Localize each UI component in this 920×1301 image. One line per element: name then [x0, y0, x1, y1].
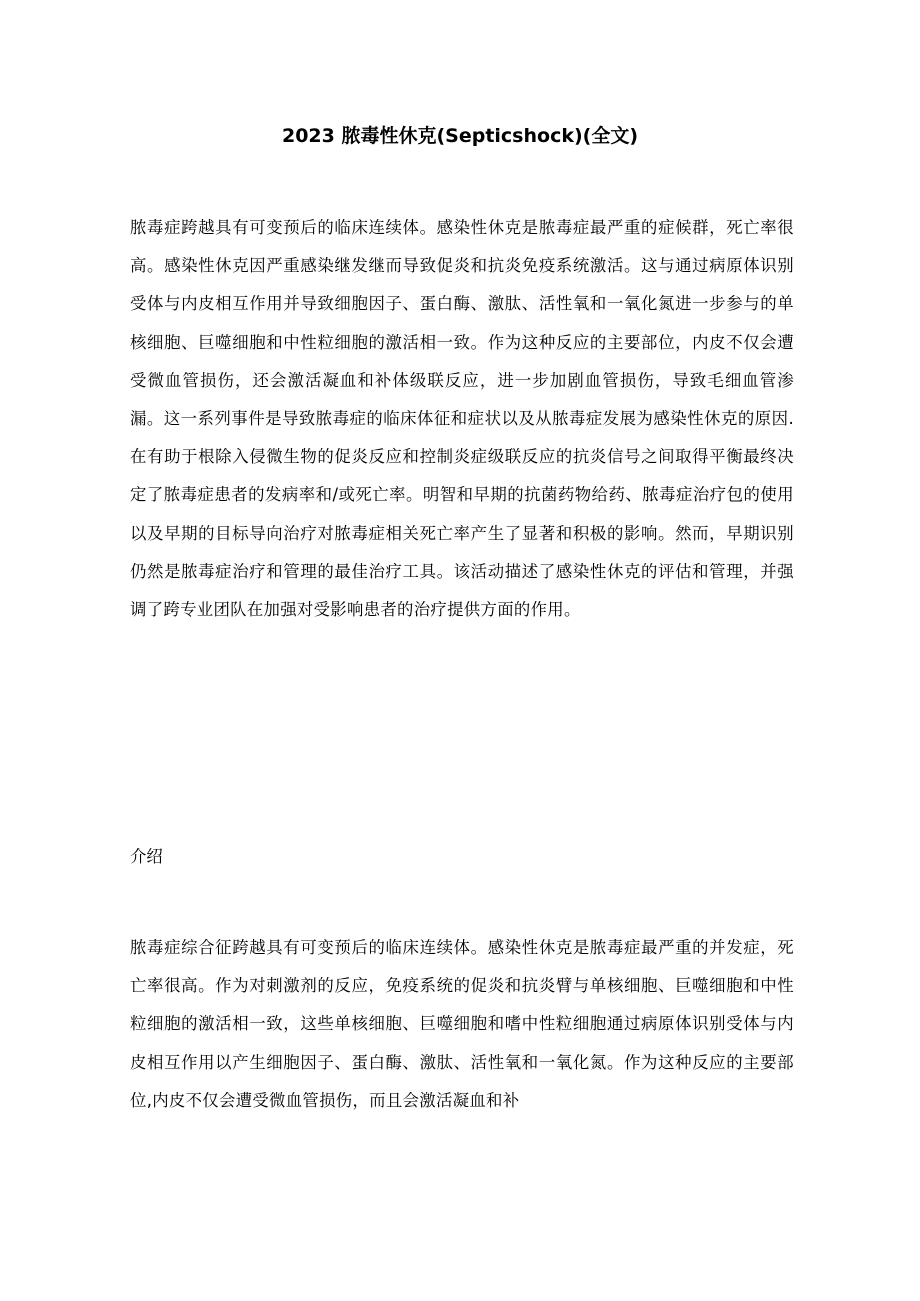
- document-title: 2023 脓毒性休克(Septicshock)(全文): [281, 125, 639, 147]
- intro-paragraph: 脓毒症综合征跨越具有可变预后的临床连续体。感染性休克是脓毒症最严重的并发症，死亡率很高。作为对刺激剂的反应，免疫系统的促炎和抗炎臂与单核细胞、巨噬细胞和中性粒细胞的激活相一致，这些单核细胞、巨噬细胞和嗜中性粒细胞通过病原体识别受体与内皮相互作用以产生细胞因子、蛋白酶、激肽、活性氧和一氧化氮。作为这种反应的主要部位,内皮不仅会遭受微血管损伤，而且会激活凝血和补: [130, 938, 794, 1110]
- intro-heading: 介绍: [130, 847, 163, 866]
- abstract-paragraph: 脓毒症跨越具有可变预后的临床连续体。感染性休克是脓毒症最严重的症候群，死亡率很高。感染性休克因严重感染继发继而导致促炎和抗炎免疫系统激活。这与通过病原体识别受体与内皮相互作用并导致细胞因子、蛋白酶、激肽、活性氧和一氧化氮进一步参与的单核细胞、巨噬细胞和中性粒细胞的激活相一致。作为这种反应的主要部位，内皮不仅会遭受微血管损伤，还会激活凝血和补体级联反应，进一步加剧血管损伤，导致毛细血管渗漏。这一系列事件是导致脓毒症的临床体征和症状以及从脓毒症发展为感染性休克的原因.在有助于根除入侵微生物的促炎反应和控制炎症级联反应的抗炎信号之间取得平衡最终决定了脓毒症患者的发病率和/或死亡率。明智和早期的抗菌药物给药、脓毒症治疗包的使用以及早期的目标导向治疗对脓毒症相关死亡率产生了显著和积极的影响。然而，早期识别仍然是脓毒症治疗和管理的最佳治疗工具。该活动描述了感染性休克的评估和管理，并强调了跨专业团队在加强对受影响患者的治疗提供方面的作用。: [130, 218, 794, 620]
